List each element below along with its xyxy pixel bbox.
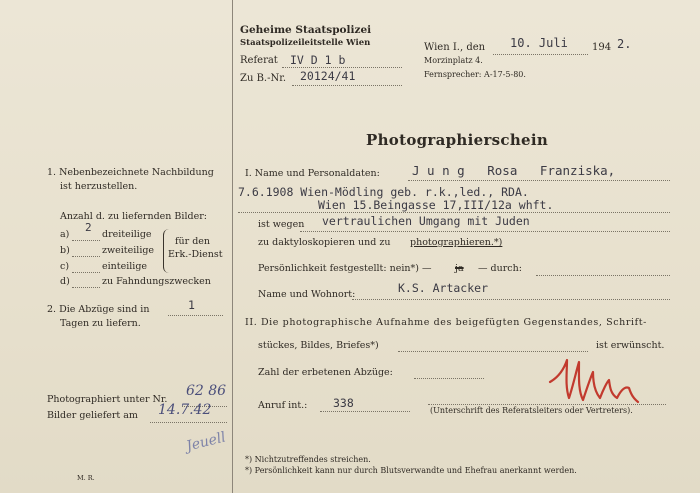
item2-line1: II. Die photographische Aufnahme des beigefügten Gegenstandes, Schrift- <box>245 317 647 328</box>
signature-caption: (Unterschrift des Referatsleiters oder Vertreters). <box>430 406 633 415</box>
left-item1-line2: ist herzustellen. <box>60 181 138 192</box>
agency-title: Geheime Staatspolizei <box>240 24 372 36</box>
year-prefix: 194 <box>592 42 612 53</box>
wohnort-value: K.S. Artacker <box>398 281 489 295</box>
geliefert-value: 14.7.42 <box>158 402 212 418</box>
reason-line <box>300 231 670 232</box>
name-value: J u n g Rosa Franziska, <box>412 163 616 178</box>
count-value: 2 <box>85 221 92 234</box>
footer-initials: M. R. <box>77 474 95 482</box>
handwritten-name: Jeuell <box>184 429 228 455</box>
abzuege-line <box>414 378 484 379</box>
anruf-value: 338 <box>333 396 354 410</box>
phone: Fernsprecher: A-17-5-80. <box>424 70 526 79</box>
photographiert-value: 62 86 <box>186 383 227 399</box>
item2-end: ist erwünscht. <box>596 340 665 351</box>
item2-value: 1 <box>188 298 195 312</box>
place-prefix: Wien I., den <box>424 42 486 53</box>
footnote-2: *) Persönlichkeit kann nur durch Blutsverwandte und Ehefrau anerkannt werden. <box>245 466 577 475</box>
brace-text-2: Erk.-Dienst <box>168 249 223 260</box>
column-divider <box>232 0 233 493</box>
option-b-line <box>72 256 100 257</box>
brace-text-1: für den <box>175 236 211 247</box>
ist-wegen: ist wegen <box>258 219 305 230</box>
zu-label: Zu B.-Nr. <box>240 73 287 84</box>
zu-value: 20124/41 <box>300 69 356 83</box>
address-line: Wien 15.Beingasse 17,III/12a whft. <box>318 198 554 212</box>
anzahl-label: Anzahl d. zu liefernden Bilder: <box>60 211 207 222</box>
wohnort-label: Name und Wohnort: <box>258 289 356 300</box>
identity-suffix: — durch: <box>478 263 522 274</box>
signature-mark <box>545 352 645 412</box>
option-a-text: dreiteilige <box>102 229 152 240</box>
option-d-text: zu Fahndungszwecken <box>102 276 211 287</box>
left-item1-line1: 1. Nebenbezeichnete Nachbildung <box>47 167 214 178</box>
identity-struck: ja <box>455 263 464 274</box>
item2-suffix: Tagen zu liefern. <box>60 318 141 329</box>
wohnort-line <box>352 299 670 300</box>
geliefert-label: Bilder geliefert am <box>47 410 138 421</box>
name-label: I. Name und Personaldaten: <box>245 168 380 179</box>
address: Morzinplatz 4. <box>424 56 483 65</box>
anruf-line <box>320 411 410 412</box>
date-value: 10. Juli <box>510 36 568 50</box>
purpose-underlined: photographieren.*) <box>410 237 503 248</box>
option-c-letter: c) <box>60 261 70 272</box>
option-b-letter: b) <box>60 245 70 256</box>
option-a-line <box>72 240 100 241</box>
geliefert-line <box>150 422 227 423</box>
anruf-label: Anruf int.: <box>258 400 308 411</box>
option-d-letter: d) <box>60 276 70 287</box>
option-a-letter: a) <box>60 229 70 240</box>
birth-line: 7.6.1908 Wien-Mödling geb. r.k.,led., RDA. <box>238 185 529 199</box>
purpose-prefix: zu daktyloskopieren und zu <box>258 237 391 248</box>
office-title: Staatspolizeileitstelle Wien <box>240 38 371 48</box>
address-underline <box>238 212 670 213</box>
referat-label: Referat <box>240 55 278 66</box>
option-c-text: einteilige <box>102 261 148 272</box>
option-c-line <box>72 272 100 273</box>
referat-value: IV D 1 b <box>290 53 346 67</box>
photographiert-label: Photographiert unter Nr. <box>47 394 168 405</box>
item2-line2: stückes, Bildes, Briefes*) <box>258 340 379 351</box>
identity-line <box>536 275 670 276</box>
option-b-text: zweiteilige <box>102 245 155 256</box>
reason: vertraulichen Umgang mit Juden <box>322 214 530 228</box>
referat-line <box>282 67 402 68</box>
abzuege-label: Zahl der erbetenen Abzüge: <box>258 367 393 378</box>
name-line <box>408 180 670 181</box>
document-title: Photographierschein <box>366 131 549 149</box>
identity-label: Persönlichkeit festgestellt: nein*) — <box>258 263 432 274</box>
option-d-line <box>72 287 100 288</box>
footnote-1: *) Nichtzutreffendes streichen. <box>245 455 371 464</box>
item2-line <box>168 315 223 316</box>
item2-label: 2. Die Abzüge sind in <box>47 304 150 315</box>
date-line <box>493 54 588 55</box>
zu-line <box>292 85 402 86</box>
year-digit: 2. <box>617 37 632 51</box>
